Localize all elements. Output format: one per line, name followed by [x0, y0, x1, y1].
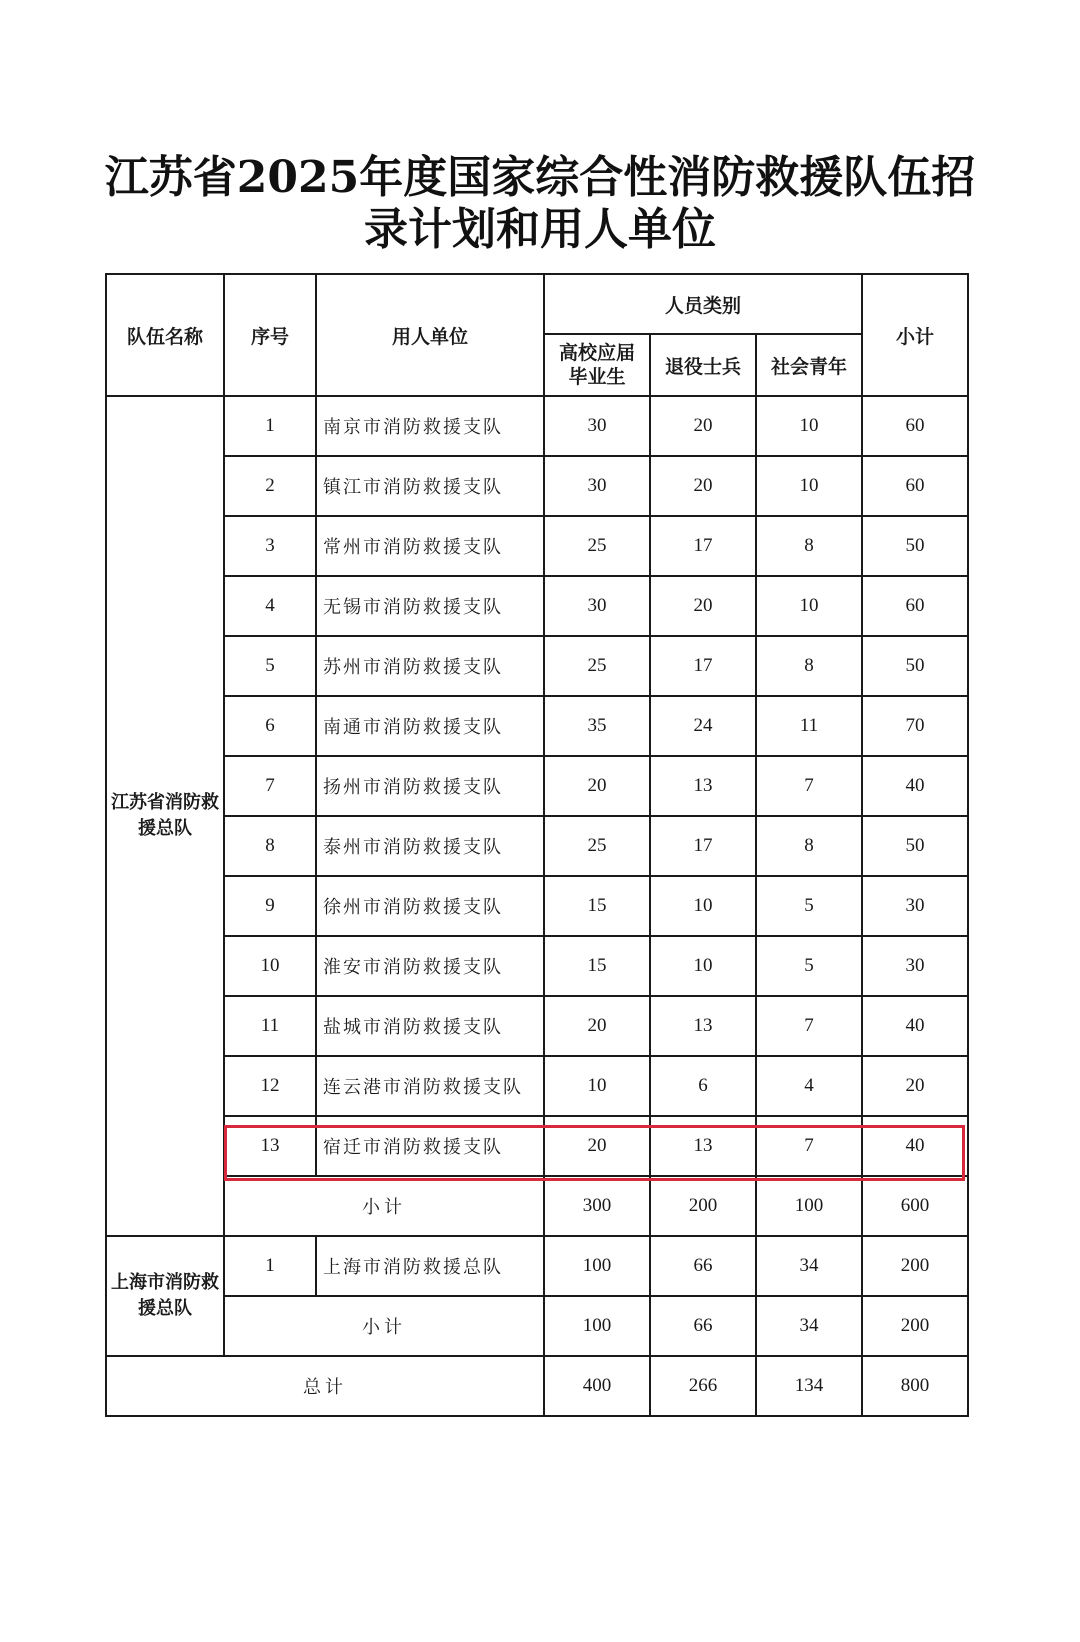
- seq-cell: 12: [224, 1056, 316, 1116]
- subtotal-cell: 20: [862, 1056, 968, 1116]
- table-row: [106, 876, 968, 936]
- seq-cell: 6: [224, 696, 316, 756]
- veterans-cell: 17: [650, 516, 756, 576]
- header-unit: 用人单位: [316, 274, 544, 396]
- table-row: [106, 936, 968, 996]
- total-row: [106, 1356, 968, 1416]
- veterans-cell: 17: [650, 816, 756, 876]
- seq-cell: 10: [224, 936, 316, 996]
- graduates-cell: 30: [544, 396, 650, 456]
- unit-cell: 常州市消防救援支队: [316, 516, 544, 576]
- graduates-cell: 15: [544, 876, 650, 936]
- youth-cell: 5: [756, 936, 862, 996]
- unit-cell: 连云港市消防救援支队: [316, 1056, 544, 1116]
- table-row: [106, 756, 968, 816]
- unit-cell: 泰州市消防救援支队: [316, 816, 544, 876]
- veterans-cell: 20: [650, 396, 756, 456]
- table-row: [106, 1116, 968, 1176]
- unit-cell: 镇江市消防救援支队: [316, 456, 544, 516]
- table-row: [106, 996, 968, 1056]
- youth-cell: 7: [756, 756, 862, 816]
- team-name-cell: 江苏省消防救援总队: [106, 396, 224, 1236]
- unit-cell: 南通市消防救援支队: [316, 696, 544, 756]
- youth-cell: 10: [756, 576, 862, 636]
- subtotal-cell: 30: [862, 876, 968, 936]
- seq-cell: 9: [224, 876, 316, 936]
- table-row: [106, 516, 968, 576]
- seq-cell: 4: [224, 576, 316, 636]
- team-name-cell: 上海市消防救援总队: [106, 1236, 224, 1356]
- veterans-cell: 13: [650, 996, 756, 1056]
- graduates-cell: 30: [544, 576, 650, 636]
- veterans-cell: 200: [650, 1176, 756, 1236]
- veterans-cell: 10: [650, 936, 756, 996]
- unit-cell: 扬州市消防救援支队: [316, 756, 544, 816]
- subtotal-cell: 70: [862, 696, 968, 756]
- seq-cell: 1: [224, 396, 316, 456]
- graduates-cell: 100: [544, 1296, 650, 1356]
- youth-cell: 7: [756, 1116, 862, 1176]
- header-seq: 序号: [224, 274, 316, 396]
- youth-cell: 8: [756, 816, 862, 876]
- subtotal-cell: 60: [862, 576, 968, 636]
- title-line-1: 江苏省2025年度国家综合性消防救援队伍招: [104, 152, 976, 203]
- graduates-cell: 30: [544, 456, 650, 516]
- youth-cell: 8: [756, 516, 862, 576]
- veterans-cell: 20: [650, 576, 756, 636]
- unit-cell: 宿迁市消防救援支队: [316, 1116, 544, 1176]
- graduates-cell: 400: [544, 1356, 650, 1416]
- veterans-cell: 20: [650, 456, 756, 516]
- graduates-cell: 300: [544, 1176, 650, 1236]
- seq-cell: 8: [224, 816, 316, 876]
- graduates-cell: 15: [544, 936, 650, 996]
- graduates-cell: 20: [544, 756, 650, 816]
- header-team: 队伍名称: [106, 274, 224, 396]
- subtotal-label: 小计: [224, 1176, 544, 1236]
- recruitment-table: [105, 273, 969, 1417]
- youth-cell: 5: [756, 876, 862, 936]
- veterans-cell: 66: [650, 1236, 756, 1296]
- subtotal-cell: 800: [862, 1356, 968, 1416]
- seq-cell: 13: [224, 1116, 316, 1176]
- veterans-cell: 6: [650, 1056, 756, 1116]
- header-youth: 社会青年: [756, 334, 862, 396]
- subtotal-cell: 40: [862, 996, 968, 1056]
- subtotal-cell: 50: [862, 516, 968, 576]
- header-graduates: 高校应届毕业生: [544, 334, 650, 396]
- unit-cell: 盐城市消防救援支队: [316, 996, 544, 1056]
- subtotal-cell: 50: [862, 816, 968, 876]
- subtotal-cell: 60: [862, 396, 968, 456]
- youth-cell: 100: [756, 1176, 862, 1236]
- youth-cell: 8: [756, 636, 862, 696]
- veterans-cell: 13: [650, 1116, 756, 1176]
- total-label: 总计: [106, 1356, 544, 1416]
- unit-cell: 苏州市消防救援支队: [316, 636, 544, 696]
- table-row: [106, 396, 968, 456]
- youth-cell: 11: [756, 696, 862, 756]
- seq-cell: 11: [224, 996, 316, 1056]
- veterans-cell: 66: [650, 1296, 756, 1356]
- table-row: [106, 816, 968, 876]
- veterans-cell: 266: [650, 1356, 756, 1416]
- subtotal-cell: 30: [862, 936, 968, 996]
- subtotal-cell: 60: [862, 456, 968, 516]
- veterans-cell: 17: [650, 636, 756, 696]
- youth-cell: 10: [756, 456, 862, 516]
- graduates-cell: 25: [544, 516, 650, 576]
- seq-cell: 2: [224, 456, 316, 516]
- unit-cell: 淮安市消防救援支队: [316, 936, 544, 996]
- table-row: [106, 456, 968, 516]
- graduates-cell: 20: [544, 996, 650, 1056]
- seq-cell: 3: [224, 516, 316, 576]
- table-row: [106, 1056, 968, 1116]
- graduates-cell: 100: [544, 1236, 650, 1296]
- youth-cell: 10: [756, 396, 862, 456]
- subtotal-cell: 200: [862, 1236, 968, 1296]
- header-veterans: 退役士兵: [650, 334, 756, 396]
- graduates-cell: 35: [544, 696, 650, 756]
- table-row: [106, 576, 968, 636]
- graduates-cell: 25: [544, 816, 650, 876]
- subtotal-row: [106, 1176, 968, 1236]
- subtotal-cell: 40: [862, 756, 968, 816]
- veterans-cell: 24: [650, 696, 756, 756]
- header-category: 人员类别: [544, 274, 862, 334]
- table-row: [106, 636, 968, 696]
- youth-cell: 34: [756, 1296, 862, 1356]
- subtotal-cell: 50: [862, 636, 968, 696]
- table-row: [106, 1236, 968, 1296]
- unit-cell: 上海市消防救援总队: [316, 1236, 544, 1296]
- subtotal-cell: 600: [862, 1176, 968, 1236]
- youth-cell: 34: [756, 1236, 862, 1296]
- subtotal-cell: 200: [862, 1296, 968, 1356]
- header-subtotal: 小计: [862, 274, 968, 396]
- subtotal-label: 小计: [224, 1296, 544, 1356]
- subtotal-cell: 40: [862, 1116, 968, 1176]
- page-title: [0, 152, 1080, 256]
- youth-cell: 134: [756, 1356, 862, 1416]
- header-row: [106, 274, 968, 334]
- table-row: [106, 696, 968, 756]
- seq-cell: 5: [224, 636, 316, 696]
- seq-cell: 7: [224, 756, 316, 816]
- graduates-cell: 10: [544, 1056, 650, 1116]
- graduates-cell: 20: [544, 1116, 650, 1176]
- unit-cell: 南京市消防救援支队: [316, 396, 544, 456]
- title-line-2: 录计划和用人单位: [364, 204, 716, 255]
- veterans-cell: 13: [650, 756, 756, 816]
- seq-cell: 1: [224, 1236, 316, 1296]
- graduates-cell: 25: [544, 636, 650, 696]
- subtotal-row: [106, 1296, 968, 1356]
- unit-cell: 无锡市消防救援支队: [316, 576, 544, 636]
- youth-cell: 7: [756, 996, 862, 1056]
- veterans-cell: 10: [650, 876, 756, 936]
- unit-cell: 徐州市消防救援支队: [316, 876, 544, 936]
- youth-cell: 4: [756, 1056, 862, 1116]
